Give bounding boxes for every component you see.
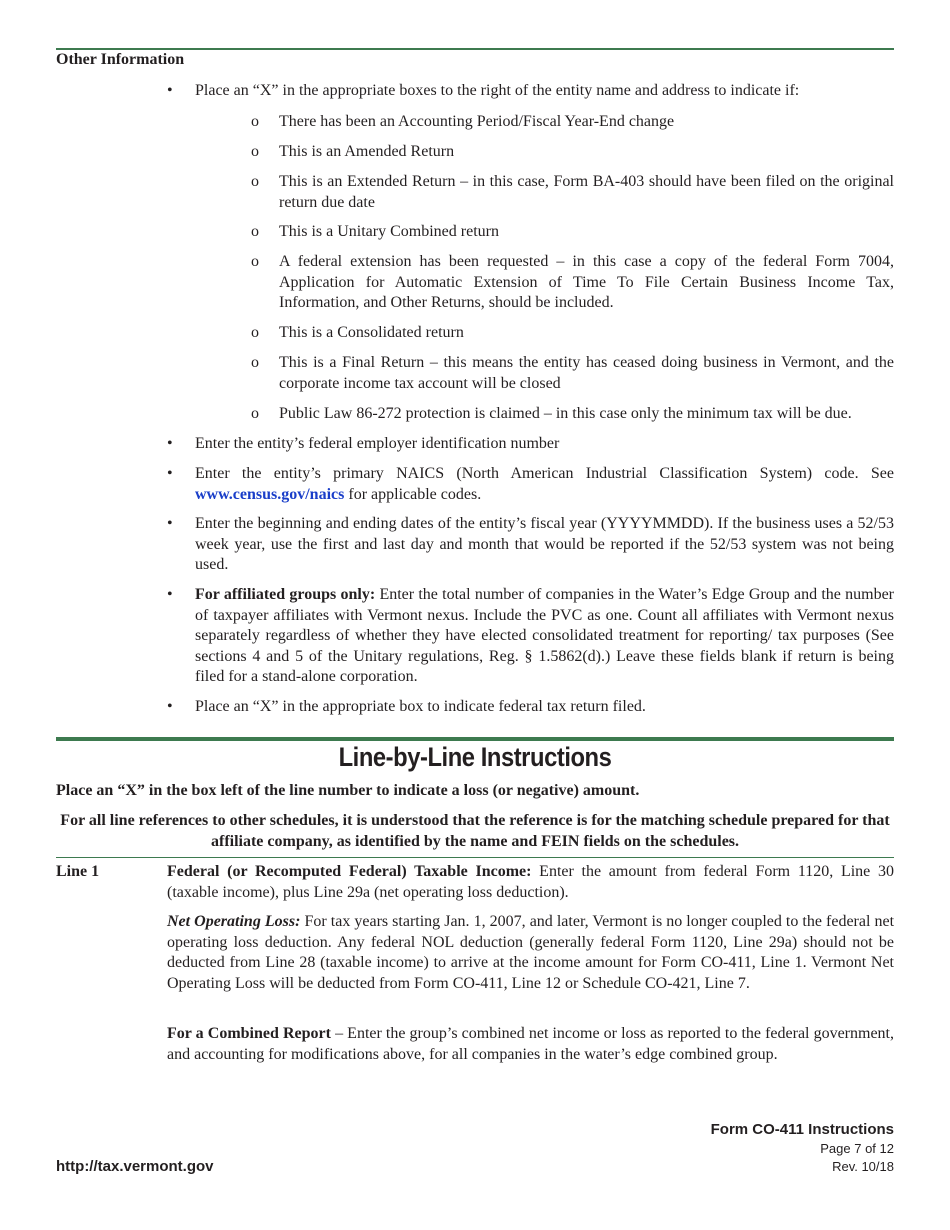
affiliated-groups-label: For affiliated groups only: — [195, 586, 376, 603]
bullet-fiscal-dates: Enter the beginning and ending dates of the entity’s fiscal year (YYYYMMDD). If the business uses a 52/53 week year, use the first and last day and month that would be reported if the 52/53 system was not being used. — [195, 515, 894, 573]
note-loss: Place an “X” in the box left of the line number to indicate a loss (or negative) amount. — [56, 782, 640, 799]
net-operating-loss-paragraph — [167, 912, 894, 994]
naics-text-after: for applicable codes. — [348, 485, 482, 503]
line-by-line-heading: Line-by-Line Instructions — [338, 742, 612, 772]
bullet-marker: • — [167, 586, 173, 603]
bullet-marker: • — [167, 515, 173, 532]
top-rule — [56, 48, 894, 50]
sub-bullet-marker: o — [251, 223, 259, 240]
combined-report-text: – Enter the group’s combined net income or loss as reported to the federal government, and accounting for modifications above, for all companies in the water’s edge combined group. — [167, 1025, 894, 1063]
sub-item-amended: This is an Amended Return — [279, 143, 455, 160]
line-1-text: Enter the amount from federal Form 1120, Line 30 (taxable income), plus Line 29a (net operating loss deduction). — [167, 863, 894, 901]
note-references: For all line references to other schedules, it is understood that the reference is for the matching schedule prepared for that affiliate company, as identified by the name and FEIN fields on the schedules. — [60, 812, 890, 850]
sub-item-final-return: This is a Final Return – this means the entity has ceased doing business in Vermont, and the corporate income tax account will be closed — [279, 354, 894, 392]
footer-website[interactable]: http://tax.vermont.gov — [56, 1158, 214, 1175]
footer-page-number: Page 7 of 12 — [820, 1141, 894, 1156]
combined-report-paragraph — [167, 1024, 894, 1065]
bullet-marker: • — [167, 435, 173, 452]
bullet-fein: Enter the entity’s federal employer identification number — [195, 435, 560, 452]
sub-bullet-marker: o — [251, 173, 259, 190]
bullet-affiliated-groups — [195, 585, 894, 688]
bullet-marker: • — [167, 82, 173, 99]
sub-item-federal-extension: A federal extension has been requested – in this case a copy of the federal Form 7004, Application for Automatic Extension of Time To File Certain Business Income Tax, Information, and Other Returns, should be included. — [279, 253, 894, 311]
line-divider — [56, 857, 894, 858]
sub-item-public-law: Public Law 86-272 protection is claimed – in this case only the minimum tax will be due. — [279, 405, 852, 422]
sub-bullet-marker: o — [251, 405, 259, 422]
sub-bullet-marker: o — [251, 253, 259, 270]
nol-text: For tax years starting Jan. 1, 2007, and later, Vermont is no longer coupled to the federal net operating loss deduction. Any federal NOL deduction (generally federal Form 1120, Line 29a) should not be deducted from Line 28 (taxable income) to arrive at the income amount for Form CO-411, Line 1. Vermont Net Operating Loss will be deducted from Form CO-411, Line 12 or Schedule CO-421, Line 7. — [167, 913, 895, 992]
footer-form-title: Form CO-411 Instructions — [710, 1121, 894, 1138]
bullet-marker: • — [167, 698, 173, 715]
sub-item-unitary: This is a Unitary Combined return — [279, 223, 499, 240]
nol-title: Net Operating Loss: — [167, 913, 301, 930]
bullet-naics — [195, 464, 894, 505]
section-title-other-information: Other Information — [56, 51, 185, 68]
sub-bullet-marker: o — [251, 354, 259, 371]
sub-bullet-marker: o — [251, 324, 259, 341]
line-1-title: Federal (or Recomputed Federal) Taxable Income: — [167, 863, 532, 880]
intro-bullet-text: Place an “X” in the appropriate boxes to the right of the entity name and address to indicate if: — [195, 82, 800, 99]
sub-bullet-marker: o — [251, 143, 259, 160]
bullet-marker: • — [167, 465, 173, 482]
bullet-federal-return: Place an “X” in the appropriate box to indicate federal tax return filed. — [195, 698, 646, 715]
sub-item-consolidated: This is a Consolidated return — [279, 324, 464, 341]
sub-item-fiscal-change: There has been an Accounting Period/Fiscal Year-End change — [279, 113, 675, 130]
line-1-label: Line 1 — [56, 863, 100, 880]
footer-revision: Rev. 10/18 — [832, 1159, 894, 1174]
naics-link[interactable]: www.census.gov/naics — [195, 485, 345, 503]
naics-text-before: Enter the entity’s primary NAICS (North American Industrial Classification System) code. See — [195, 465, 894, 482]
sub-item-extended: This is an Extended Return – in this case, Form BA-403 should have been filed on the original return due date — [279, 173, 894, 211]
line-1-description — [167, 862, 894, 903]
affiliated-groups-text: Enter the total number of companies in the Water’s Edge Group and the number of taxpayer affiliates with Vermont nexus. Include the PVC as one. Count all affiliates with Vermont nexus separately regardless of whether they have elected consolidated treatment for reporting/ tax purposes (See sections 4 and 5 of the Unitary regulations, Reg. § 1.5862(d).) Leave these fields blank if return is being filed for a stand-alone corporation. — [195, 586, 895, 685]
combined-report-title: For a Combined Report — [167, 1025, 331, 1042]
sub-bullet-marker: o — [251, 113, 259, 130]
